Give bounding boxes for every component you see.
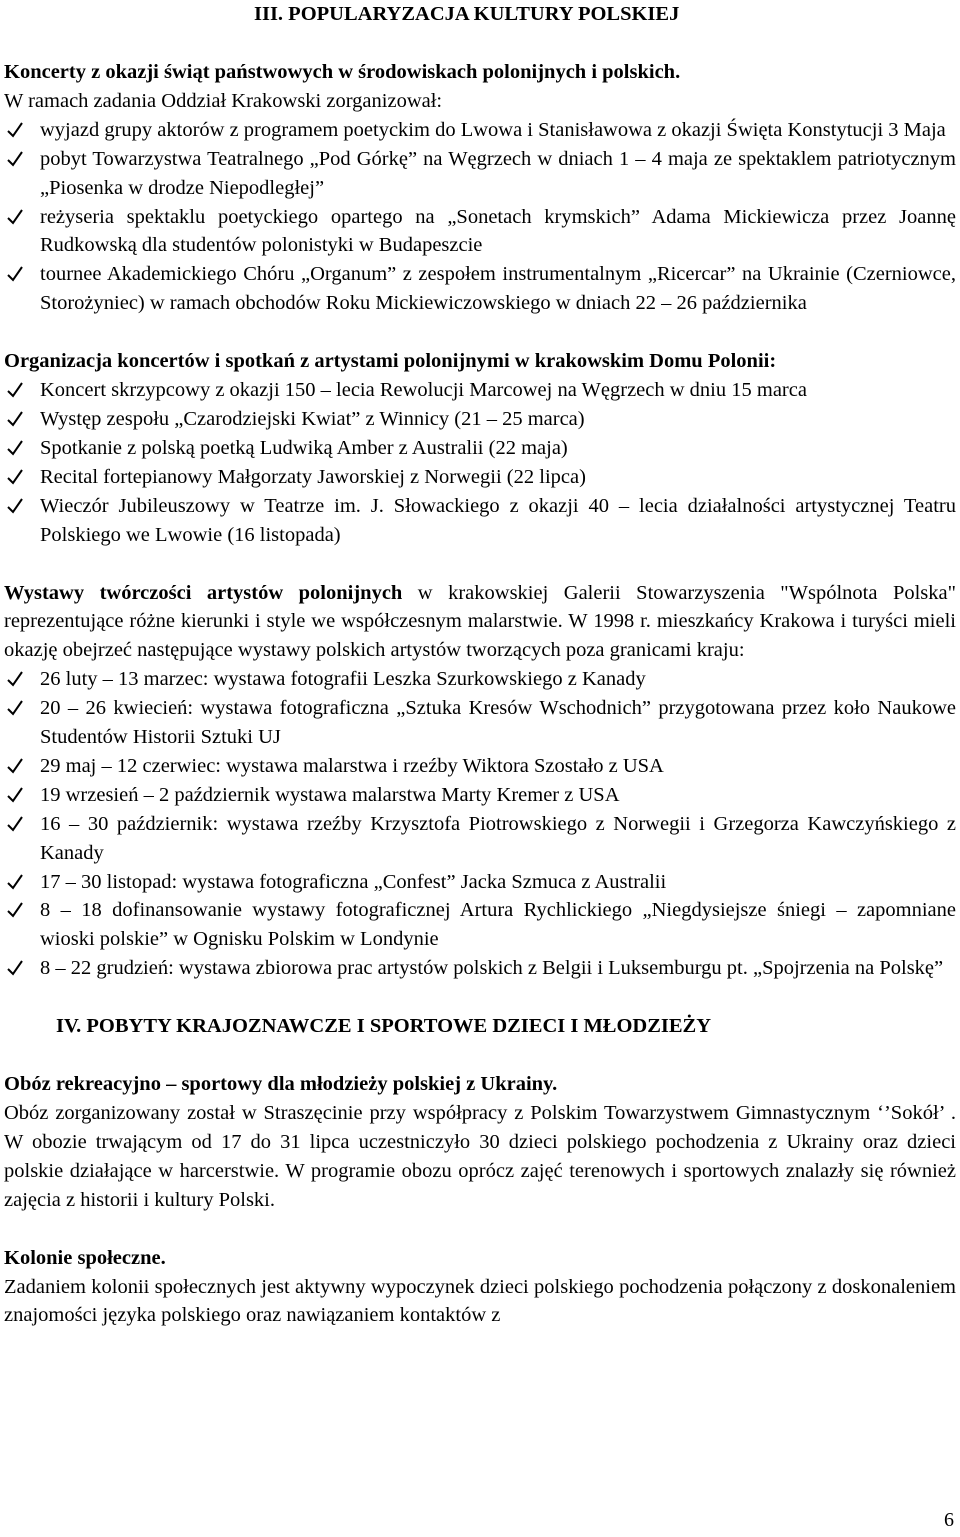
list-item — [4, 665, 956, 694]
list-item-text: 8 – 22 grudzień: wystawa zbiorowa prac artystów polskich z Belgii i Luksemburgu pt. „Spojrzenia na Polskę” — [40, 957, 944, 980]
meetings-list — [4, 376, 956, 549]
colonies-text: Zadaniem kolonii społecznych jest aktywny wypoczynek dzieci polskiego pochodzenia połączony z doskonaleniem znajomości języka polskiego oraz nawiązaniem kontaktów z — [4, 1275, 956, 1327]
checkmark-icon — [6, 959, 24, 977]
list-item-text: wyjazd grupy aktorów z programem poetyckim do Lwowa i Stanisławowa z okazji Święta Konstytucji 3 Maja — [40, 118, 946, 141]
list-item-text: 20 – 26 kwiecień: wystawa fotograficzna „Sztuka Kresów Wschodnich” przygotowana przez koło Naukowe Studentów Historii Sztuki UJ — [40, 697, 956, 749]
list-item — [4, 752, 956, 781]
meetings-heading: Organizacja koncertów i spotkań z artystami polonijnymi w krakowskim Domu Polonii: — [4, 350, 777, 373]
spacer — [4, 1215, 956, 1244]
exhibitions-heading: Wystawy twórczości artystów polonijnych — [4, 581, 403, 604]
checkmark-icon — [6, 121, 24, 139]
checkmark-icon — [6, 439, 24, 457]
checkmark-icon — [6, 670, 24, 688]
spacer — [4, 318, 956, 347]
list-item-text: 8 – 18 dofinansowanie wystawy fotograficznej Artura Rychlickiego „Niegdysiejsze śniegi – zapomniane wioski polskie” w Ognisku Polskim w Londynie — [40, 899, 956, 951]
spacer — [4, 29, 956, 58]
list-item-text: Koncert skrzypcowy z okazji 150 – lecia Rewolucji Marcowej na Węgrzech w dniu 15 marca — [40, 379, 807, 402]
list-item-text: 16 – 30 październik: wystawa rzeźby Krzysztofa Piotrowskiego z Norwegii i Grzegorza Kawczyńskiego z Kanady — [40, 812, 956, 864]
exhibitions-intro: w krakowskiej Galerii Stowarzyszenia "Wspólnota Polska" reprezentujące różne kierunki i style we współczesnym malarstwie. W 1998 r. mieszkańcy Krakowa i turyści mieli okazję obejrzeć następujące wystawy polskich artystów tworzących poza granicami kraju: — [4, 581, 956, 662]
list-item — [4, 434, 956, 463]
list-item — [4, 954, 956, 983]
list-item — [4, 868, 956, 897]
checkmark-icon — [6, 468, 24, 486]
checkmark-icon — [6, 757, 24, 775]
checkmark-icon — [6, 873, 24, 891]
list-item — [4, 781, 956, 810]
list-item-text: 19 wrzesień – 2 październik wystawa malarstwa Marty Kremer z USA — [40, 783, 620, 806]
list-item-text: pobyt Towarzystwa Teatralnego „Pod Górkę” na Węgrzech w dniach 1 – 4 maja ze spektaklem patriotycznym „Piosenka w drodze Niepodległej” — [40, 147, 956, 199]
spacer — [4, 550, 956, 579]
list-item — [4, 492, 956, 550]
checkmark-icon — [6, 208, 24, 226]
checkmark-icon — [6, 699, 24, 717]
camp-heading: Obóz rekreacyjno – sportowy dla młodzieży polskiej z Ukrainy. — [4, 1073, 558, 1096]
document-page — [4, 0, 956, 1330]
list-item — [4, 896, 956, 954]
list-item — [4, 116, 956, 145]
checkmark-icon — [6, 381, 24, 399]
checkmark-icon — [6, 410, 24, 428]
checkmark-icon — [6, 786, 24, 804]
list-item — [4, 463, 956, 492]
list-item-text: Spotkanie z polską poetką Ludwiką Amber z Australii (22 maja) — [40, 436, 568, 459]
list-item-text: 17 – 30 listopad: wystawa fotograficzna „Confest” Jacka Szmuca z Australii — [40, 870, 667, 893]
list-item-text: reżyseria spektaklu poetyckiego opartego na „Sonetach krymskich” Adama Mickiewicza przez Joannę Rudkowską dla studentów polonistyki w Budapeszcie — [40, 205, 956, 257]
concerts-list — [4, 116, 956, 318]
camp-text: Obóz zorganizowany został w Straszęcinie przy współpracy z Polskim Towarzystwem Gimnastycznym ‘’Sokół’ . W obozie trwającym od 17 do 31 lipca uczestniczyło 30 dzieci polskiego pochodzenia z Ukrainy oraz dzieci polskie działające w harcerstwie. W programie obozu oprócz zajęć terenowych i sportowych znalazły się również zajęcia z historii i kultury Polski. — [4, 1102, 956, 1211]
checkmark-icon — [6, 265, 24, 283]
exhibitions-paragraph — [4, 579, 956, 666]
checkmark-icon — [6, 497, 24, 515]
concerts-heading: Koncerty z okazji świąt państwowych w środowiskach polonijnych i polskich. — [4, 61, 681, 83]
list-item — [4, 694, 956, 752]
list-item-text: Występ zespołu „Czarodziejski Kwiat” z Winnicy (21 – 25 marca) — [40, 407, 585, 430]
list-item-text: tournee Akademickiego Chóru „Organum” z zespołem instrumentalnym „Ricercar” na Ukrainie (Czerniowce, Storożyniec) w ramach obchodów Roku Mickiewiczowskiego w dniach 22 – 26 października — [40, 263, 956, 315]
exhibitions-list — [4, 665, 956, 983]
list-item-text: 26 luty – 13 marzec: wystawa fotografii Leszka Szurkowskiego z Kanady — [40, 668, 646, 691]
list-item-text: Wieczór Jubileuszowy w Teatrze im. J. Słowackiego z okazji 40 – lecia działalności artystycznej Teatru Polskiego we Lwowie (16 listopada) — [40, 494, 956, 546]
checkmark-icon — [6, 901, 24, 919]
section-4-title: IV. POBYTY KRAJOZNAWCZE I SPORTOWE DZIECI I MŁODZIEŻY — [56, 1015, 712, 1038]
spacer — [4, 1041, 956, 1070]
list-item — [4, 203, 956, 261]
list-item — [4, 405, 956, 434]
list-item-text: Recital fortepianowy Małgorzaty Jaworskiej z Norwegii (22 lipca) — [40, 465, 586, 488]
checkmark-icon — [6, 150, 24, 168]
list-item — [4, 376, 956, 405]
page-number: 6 — [944, 1509, 954, 1531]
list-item-text: 29 maj – 12 czerwiec: wystawa malarstwa i rzeźby Wiktora Szostało z USA — [40, 754, 664, 777]
checkmark-icon — [6, 815, 24, 833]
concerts-intro: W ramach zadania Oddział Krakowski zorganizował: — [4, 89, 443, 112]
section-3-title: III. POPULARYZACJA KULTURY POLSKIEJ — [254, 3, 680, 25]
colonies-heading: Kolonie społeczne. — [4, 1246, 166, 1269]
list-item — [4, 145, 956, 203]
list-item — [4, 260, 956, 318]
spacer — [4, 983, 956, 1012]
list-item — [4, 810, 956, 868]
